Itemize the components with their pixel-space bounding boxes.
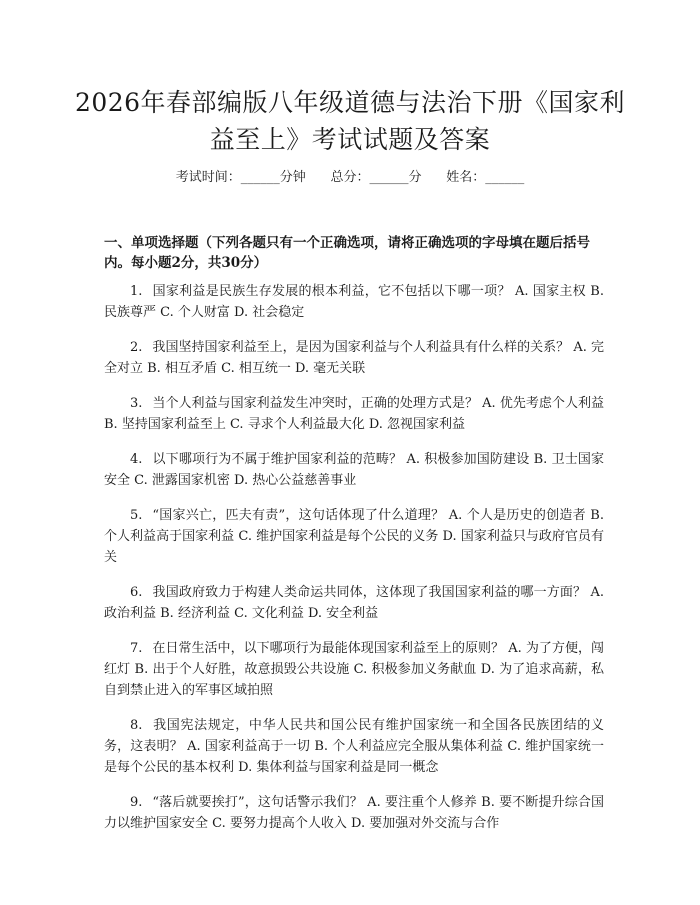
question-text: 我国坚持国家利益至上，是因为国家利益与个人利益具有什么样的关系？ A. 完全对立 B. 相互矛盾 C. 相互统一 D. 毫无关联 [104,340,604,376]
question-number: 6. [130,585,143,600]
question-text: 以下哪项行为不属于维护国家利益的范畴？ A. 积极参加国防建设 B. 卫士国家安全 C. 泄露国家机密 D. 热心公益慈善事业 [104,452,604,488]
question-item [104,337,604,379]
question-text: “国家兴亡，匹夫有责”，这句话体现了什么道理？ A. 个人是历史的创造者 B. 个人利益高于国家利益 C. 维护国家利益是每个公民的义务 D. 国家利益只与政府官员有关 [104,508,604,565]
question-text: “落后就要挨打”，这句话警示我们？ A. 要注重个人修养 B. 要不断提升综合国力以维护国家安全 C. 要努力提高个人收入 D. 要加强对外交流与合作 [104,795,604,831]
question-number: 4. [130,452,143,467]
question-item [104,281,604,323]
question-text: 国家利益是民族生存发展的根本利益，它不包括以下哪一项？ A. 国家主权 B. 民族尊严 C. 个人财富 D. 社会稳定 [104,284,604,320]
question-text: 我国宪法规定，中华人民共和国公民有维护国家统一和全国各民族团结的义务，这表明？ A. 国家利益高于一切 B. 个人利益应完全服从集体利益 C. 维护国家统一是每个公民的基本权利 D. 集体利益与国家利益是同一概念 [104,718,604,775]
question-number: 3. [130,396,143,411]
question-number: 1. [130,284,143,299]
question-number: 9. [130,795,143,810]
question-text: 当个人利益与国家利益发生冲突时，正确的处理方式是？ A. 优先考虑个人利益 B. 坚持国家利益至上 C. 寻求个人利益最大化 D. 忽视国家利益 [104,396,604,432]
question-item [104,792,604,834]
question-number: 8. [130,718,143,733]
question-item [104,393,604,435]
question-item [104,638,604,701]
question-item [104,582,604,624]
section-heading: 一、单项选择题（下列各题只有一个正确选项，请将正确选项的字母填在题后括号内。每小题2分，共30分） [104,235,590,271]
question-item [104,505,604,568]
question-text: 我国政府致力于构建人类命运共同体，这体现了我国国家利益的哪一方面？ A. 政治利益 B. 经济利益 C. 文化利益 D. 安全利益 [104,585,604,621]
question-item [104,449,604,491]
question-text: 在日常生活中，以下哪项行为最能体现国家利益至上的原则？ A. 为了方便，闯红灯 B. 出于个人好胜，故意损毁公共设施 C. 积极参加义务献血 D. 为了追求高薪，私自到禁止进入的军事区域拍照 [104,641,605,698]
question-list [104,281,604,848]
question-item [104,715,604,778]
question-number: 2. [130,340,143,355]
document-title: 2026年春部编版八年级道德与法治下册《国家利益至上》考试试题及答案 [74,88,626,154]
question-number: 5. [130,508,143,523]
exam-meta-line: 考试时间：______分钟 总分：______分 姓名：______ [175,170,525,185]
question-number: 7. [130,641,143,656]
